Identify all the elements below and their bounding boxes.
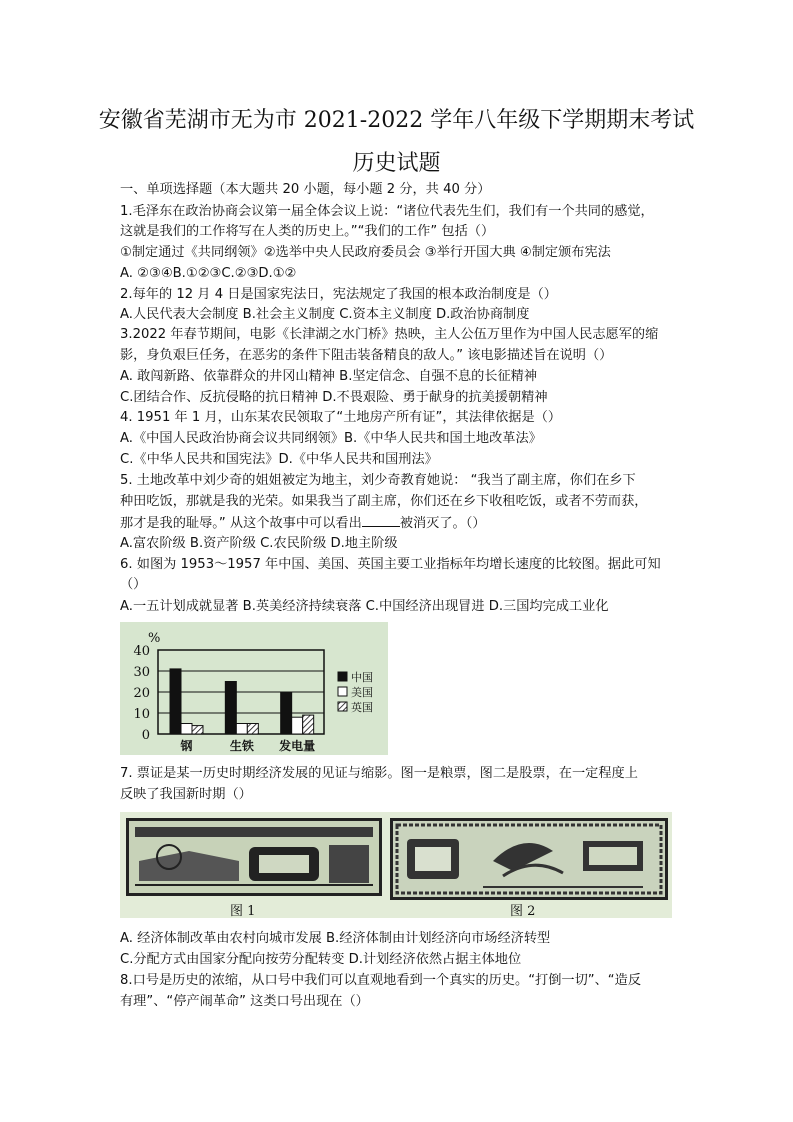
q7-options-ab: A. 经济体制改革由农村向城市发展 B.经济体制由计划经济向市场经济转型	[120, 931, 551, 946]
legend-label-美国: 美国	[351, 686, 373, 699]
x-tick-label: 钢	[180, 739, 193, 753]
q4-options-cd: C.《中华人民共和国宪法》D.《中华人民共和国刑法》	[120, 452, 438, 467]
q5-line1: 5. 土地改革中刘少奇的姐姐被定为地主，刘少奇教育她说： “我当了副主席，你们在乡下	[120, 473, 636, 488]
page-subtitle: 历史试题	[352, 151, 441, 176]
q1-line3: ①制定通过《共同纲领》②选举中央人民政府委员会 ③举行开国大典 ④制定颁布宪法	[120, 245, 611, 260]
q5-line3-text: 那才是我的耻辱。” 从这个故事中可以看出	[120, 516, 362, 531]
q5-line3	[120, 514, 486, 533]
figure2-caption: 图 2	[510, 904, 536, 919]
y-tick-label: 10	[133, 707, 150, 722]
industry-growth-chart	[120, 622, 388, 755]
bar-美国-发电量	[292, 717, 303, 734]
bar-中国-发电量	[281, 692, 292, 734]
bar-美国-钢	[181, 724, 192, 735]
chart-svg	[120, 622, 388, 755]
bar-中国-生铁	[225, 682, 236, 735]
legend-label-中国: 中国	[351, 671, 373, 684]
legend-swatch-中国	[338, 672, 347, 681]
x-tick-label: 发电量	[279, 739, 316, 753]
q3-line2: 影，身负艰巨任务，在恶劣的条件下阻击装备精良的敌人。” 该电影描述旨在说明（）	[120, 348, 613, 363]
y-tick-label: 40	[133, 644, 150, 659]
q7-options-cd: C.分配方式由国家分配向按劳分配转变 D.计划经济依然占据主体地位	[120, 952, 522, 967]
bar-英国-钢	[192, 726, 203, 734]
q2-line1: 2.每年的 12 月 4 日是国家宪法日，宪法规定了我国的根本政治制度是（）	[120, 287, 557, 302]
q8-line2: 有理”、“停产闹革命” 这类口号出现在（）	[120, 994, 369, 1009]
y-axis-label: %	[148, 631, 161, 646]
page-title: 安徽省芜湖市无为市 2021-2022 学年八年级下学期期末考试	[98, 108, 695, 133]
bar-英国-生铁	[247, 724, 258, 735]
grain-ticket-image	[126, 818, 382, 896]
q1-options: A. ②③④B.①②③C.②③D.①②	[120, 266, 297, 281]
answer-blank	[362, 514, 400, 527]
q6-line1: 6. 如图为 1953～1957 年中国、美国、英国主要工业指标年均增长速度的比较图。据此可知	[120, 557, 661, 572]
q1-line2: 这就是我们的工作将写在人类的历史上。”“我们的工作” 包括（）	[120, 224, 495, 239]
stock-certificate-graphic	[393, 821, 665, 897]
stock-certificate-image	[390, 818, 668, 900]
q5-line3-tail: 被消灭了。（）	[399, 516, 486, 531]
q1-line1: 1.毛泽东在政治协商会议第一届全体会议上说：“诸位代表先生们，我们有一个共同的感觉，	[120, 204, 654, 219]
q2-options: A.人民代表大会制度 B.社会主义制度 C.资本主义制度 D.政治协商制度	[120, 307, 530, 322]
section-heading: 一、单项选择题（本大题共 20 小题，每小题 2 分，共 40 分）	[120, 182, 491, 197]
bar-美国-生铁	[236, 724, 247, 735]
bar-中国-钢	[170, 669, 181, 734]
q6-options: A.一五计划成就显著 B.英美经济持续衰落 C.中国经济出现冒进 D.三国均完成工业化	[120, 599, 609, 614]
grain-ticket-graphic	[129, 821, 379, 893]
q6-line2: （）	[120, 577, 147, 592]
q7-line1: 7. 票证是某一历史时期经济发展的见证与缩影。图一是粮票，图二是股票，在一定程度上	[120, 766, 638, 781]
q4-line1: 4. 1951 年 1 月，山东某农民领取了“土地房产所有证”，其法律依据是（）	[120, 410, 562, 425]
q5-options: A.富农阶级 B.资产阶级 C.农民阶级 D.地主阶级	[120, 536, 398, 551]
y-tick-label: 30	[133, 665, 150, 680]
bar-英国-发电量	[303, 715, 314, 734]
y-tick-label: 0	[141, 728, 150, 743]
q3-options-cd: C.团结合作、反抗侵略的抗日精神 D.不畏艰险、勇于献身的抗美援朝精神	[120, 390, 548, 405]
q5-line2: 种田吃饭，那就是我的光荣。如果我当了副主席，你们还在乡下收租吃饭，或者不劳而获，	[120, 494, 648, 509]
x-tick-label: 生铁	[229, 739, 254, 753]
q3-line1: 3.2022 年春节期间，电影《长津湖之水门桥》热映，主人公伍万里作为中国人民志愿军的缩	[120, 327, 659, 342]
figure1-caption: 图 1	[230, 904, 256, 919]
q8-line1: 8.口号是历史的浓缩，从口号中我们可以直观地看到一个真实的历史。“打倒一切”、“造反	[120, 973, 642, 988]
legend-swatch-美国	[338, 687, 347, 696]
q7-line2: 反映了我国新时期（）	[120, 787, 252, 802]
q4-options-ab: A.《中国人民政治协商会议共同纲领》B.《中华人民共和国土地改革法》	[120, 431, 542, 446]
q3-options-ab: A. 敢闯新路、依靠群众的井冈山精神 B.坚定信念、自强不息的长征精神	[120, 369, 538, 384]
y-tick-label: 20	[133, 686, 150, 701]
legend-label-英国: 英国	[351, 701, 373, 714]
tickets-figure	[120, 812, 672, 918]
legend-swatch-英国	[338, 702, 347, 711]
